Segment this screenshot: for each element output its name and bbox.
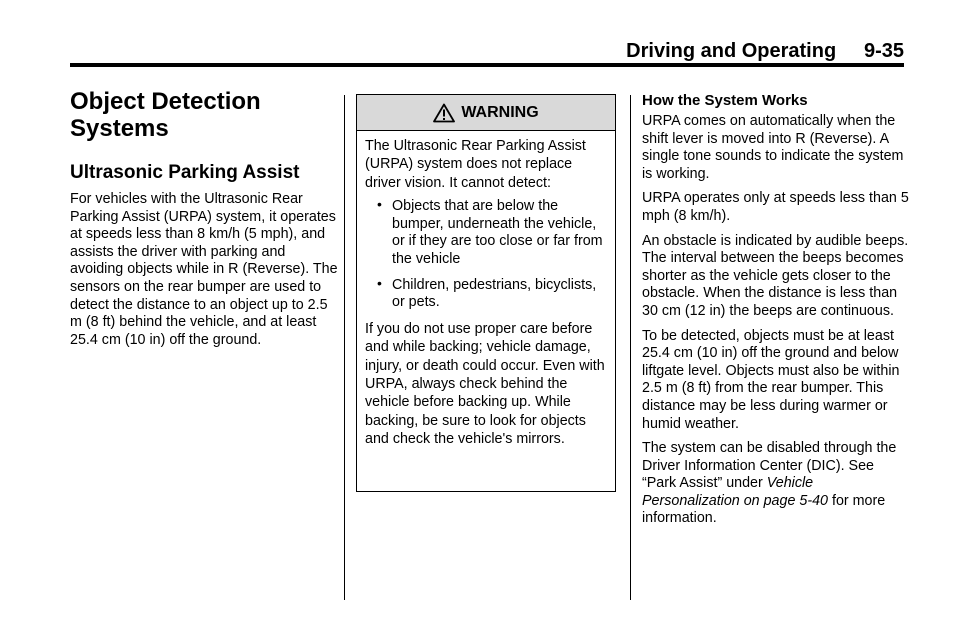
list-item: • Objects that are below the bumper, underneath the vehicle, or if they are too close or far from the vehicle — [377, 196, 603, 267]
paragraph: An obstacle is indicated by audible beeps. The interval between the beeps becomes shorter as the vehicle gets closer to the obstacle. When the distance is less than 30 cm (12 in) the beeps are continuous. — [642, 232, 909, 319]
warning-text: If you do not use proper care before and while backing; vehicle damage, injury, or death could occur. Even with URPA, always check behind the vehicle before backing up. While backing, be sure to look for objects and check the vehicle's mirrors. — [365, 320, 605, 448]
warning-label: WARNING — [461, 103, 539, 121]
warning-text: The Ultrasonic Rear Parking Assist (URPA) system does not replace driver vision. It cannot detect: — [365, 138, 586, 191]
column-divider — [344, 95, 345, 600]
cross-reference-link[interactable]: Vehicle Personalization on page 5-40 — [642, 475, 828, 509]
warning-bullet-list — [365, 198, 607, 312]
header-rule — [70, 63, 904, 67]
warning-triangle-icon — [433, 103, 455, 123]
paragraph: To be detected, objects must be at least 25.4 cm (10 in) off the ground and below liftgate level. Objects must also be within 2.5 m (8 ft) from the rear bumper. This distance may be less during warmer or humid weather. — [642, 327, 900, 432]
header-title: Driving and Operating 9-35 — [626, 40, 904, 62]
section-title: Ultrasonic Parking Assist — [70, 162, 300, 183]
bullet-icon: • — [377, 196, 382, 213]
list-item: • Children, pedestrians, bicyclists, or pets. — [377, 274, 597, 311]
warning-body — [357, 131, 615, 449]
right-column — [642, 92, 910, 535]
left-column — [70, 88, 340, 349]
paragraph: URPA operates only at speeds less than 5 mph (8 km/h). — [642, 190, 909, 224]
warning-header — [357, 95, 615, 131]
warning-box — [356, 94, 616, 492]
paragraph: URPA comes on automatically when the shift lever is moved into R (Reverse). A single tone sounds to indicate the system is working. — [642, 113, 904, 182]
subsection-title: How the System Works — [642, 92, 808, 109]
bullet-icon: • — [377, 274, 382, 291]
page-title: Object Detection Systems — [70, 88, 261, 142]
page-header — [70, 38, 904, 64]
column-divider — [630, 95, 631, 600]
paragraph: The system can be disabled through the Driver Information Center (DIC). See “Park Assist” under Vehicle Personalization on page 5-40 for more information. — [642, 440, 897, 527]
intro-paragraph: For vehicles with the Ultrasonic Rear Parking Assist (URPA) system, it operates at speeds less than 8 km/h (5 mph), and assists the driver with parking and avoiding objects while in R (Reverse). The sensors on the rear bumper are used to detect the distance to an object up to 2.5 m (8 ft) behind the vehicle, and at least 25.4 cm (10 in) off the ground. — [70, 191, 338, 348]
